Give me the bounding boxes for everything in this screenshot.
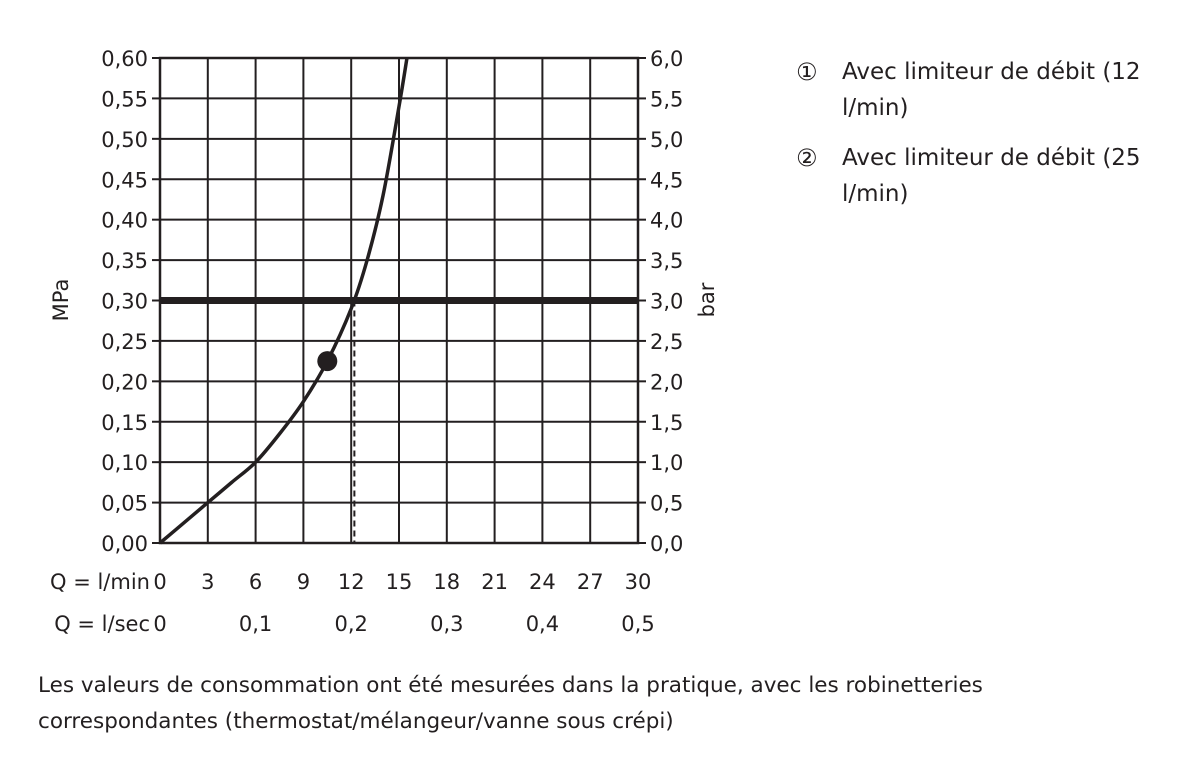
y-tick-label-right: 3,5 bbox=[650, 249, 684, 274]
x-tick-label-row1: 6 bbox=[248, 570, 263, 594]
x-tick-label-row1: 3 bbox=[201, 570, 215, 594]
y-tick-label-right: 0,5 bbox=[650, 491, 684, 516]
x-tick-label-row1: 0 bbox=[153, 570, 167, 594]
x-tick-label-row2: 0,5 bbox=[621, 612, 655, 636]
legend bbox=[796, 54, 1176, 226]
y-tick-label-left: 0,40 bbox=[101, 208, 148, 233]
x-tick-label-row1: 30 bbox=[624, 570, 652, 594]
x-tick-label-row1: 18 bbox=[433, 570, 461, 594]
y-tick-label-left: 0,00 bbox=[101, 532, 148, 556]
legend-item-1 bbox=[796, 54, 1176, 126]
x-tick-label-row2: 0,1 bbox=[238, 612, 273, 636]
x-row-label-1: Q = l/min bbox=[50, 570, 150, 594]
y-tick-label-right: 4,5 bbox=[650, 168, 684, 193]
x-tick-label-row1: 12 bbox=[337, 570, 365, 594]
y-tick-label-left: 0,30 bbox=[101, 289, 148, 314]
x-tick-label-row1: 9 bbox=[296, 570, 311, 594]
y-tick-label-right: 5,0 bbox=[650, 127, 684, 152]
y-tick-label-left: 0,10 bbox=[101, 451, 148, 476]
y-tick-label-right: 3,0 bbox=[650, 289, 684, 314]
legend-marker-1: ① bbox=[796, 58, 818, 86]
x-tick-label-row2: 0,4 bbox=[525, 612, 560, 636]
y-tick-label-left: 0,45 bbox=[101, 168, 148, 193]
legend-marker-2: ② bbox=[796, 144, 818, 172]
y-tick-label-right: 1,5 bbox=[650, 410, 684, 435]
x-tick-label-row1: 24 bbox=[529, 570, 556, 594]
marker-point bbox=[317, 351, 337, 371]
y-tick-label-left: 0,35 bbox=[101, 249, 148, 274]
y-tick-label-right: 6,0 bbox=[650, 47, 684, 71]
footnote: Les valeurs de consommation ont été mesurées dans la pratique, avec les robinetteries correspondantes (thermostat/mélangeur/vanne sous crépi) bbox=[38, 673, 983, 734]
y-tick-label-right: 5,5 bbox=[650, 87, 684, 112]
x-tick-label-row2: 0 bbox=[153, 612, 167, 636]
legend-item-2 bbox=[796, 140, 1176, 212]
y-tick-label-left: 0,60 bbox=[101, 47, 148, 71]
legend-text-2: Avec limiteur de débit (25 l/min) bbox=[842, 145, 1141, 207]
y-tick-label-left: 0,15 bbox=[101, 410, 148, 435]
y-tick-label-left: 0,20 bbox=[101, 370, 148, 395]
x-row-label-2: Q = l/sec bbox=[54, 612, 150, 636]
y-tick-label-left: 0,05 bbox=[101, 491, 148, 516]
y-tick-label-left: 0,25 bbox=[101, 329, 148, 354]
y-axis-title-left: MPa bbox=[49, 278, 73, 322]
x-tick-label-row1: 15 bbox=[385, 570, 413, 594]
y-tick-label-right: 2,5 bbox=[650, 329, 684, 354]
y-axis-title-right: bar bbox=[695, 282, 719, 318]
x-tick-label-row1: 27 bbox=[576, 570, 604, 594]
y-tick-label-right: 4,0 bbox=[650, 208, 684, 233]
legend-text-1: Avec limiteur de débit (12 l/min) bbox=[842, 59, 1141, 121]
x-tick-label-row2: 0,3 bbox=[430, 612, 464, 636]
y-tick-label-right: 0,0 bbox=[650, 532, 684, 556]
y-tick-label-left: 0,50 bbox=[101, 127, 148, 152]
y-tick-label-left: 0,55 bbox=[101, 87, 148, 112]
x-tick-label-row2: 0,2 bbox=[334, 612, 368, 636]
y-tick-label-right: 1,0 bbox=[650, 451, 684, 476]
x-tick-label-row1: 21 bbox=[481, 570, 508, 594]
y-tick-label-right: 2,0 bbox=[650, 370, 684, 395]
